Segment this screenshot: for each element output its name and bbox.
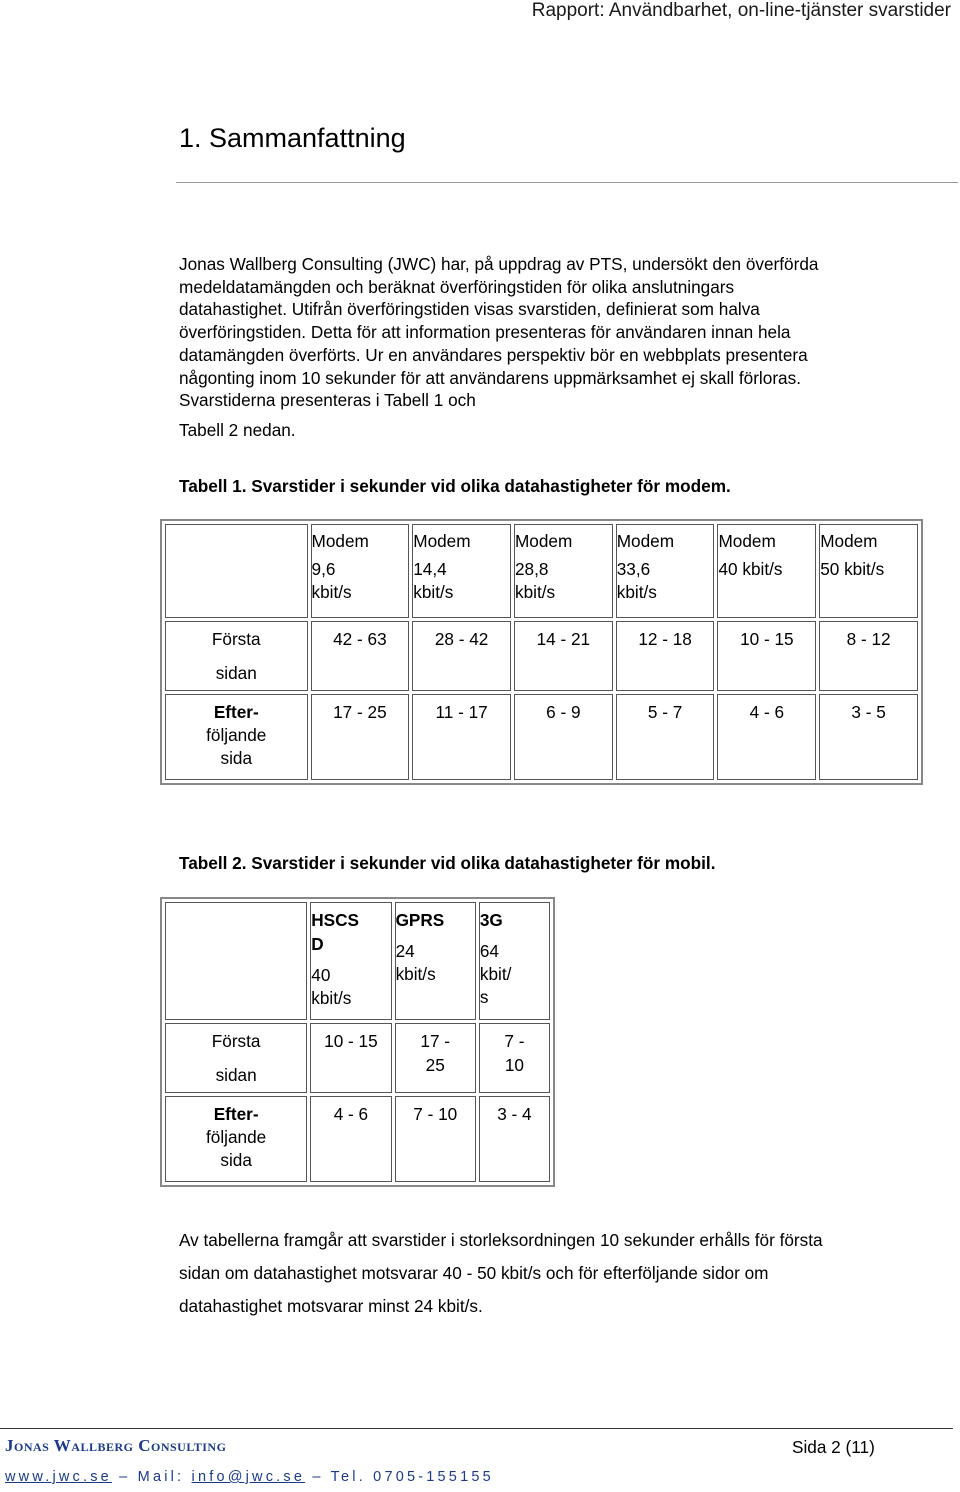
column-header: Modem 14,4 kbit/s <box>412 524 511 618</box>
intro-line: Svarstiderna presenteras i Tabell 1 och <box>179 390 476 411</box>
row-label: Första sidan <box>165 1023 307 1093</box>
table-cell: 42 - 63 <box>311 621 410 691</box>
mobile-table <box>160 897 555 1187</box>
table-cell: 17 - 25 <box>395 1023 476 1093</box>
intro-line: datamängden överförts. Ur en användares perspektiv bör en webbplats presentera <box>179 344 808 365</box>
table-header-row <box>165 902 550 1020</box>
table-cell: 4 - 6 <box>310 1096 391 1182</box>
modem-table <box>160 519 923 785</box>
table2-caption: Tabell 2. Svarstider i sekunder vid olika datahastigheter för mobil. <box>179 853 716 873</box>
table-row <box>165 1023 550 1093</box>
table-cell: 7 - 10 <box>395 1096 476 1182</box>
intro-line: datahastighet. Utifrån överföringstiden visas svarstiden, definierat som halva <box>179 299 760 320</box>
footer-rule <box>0 1428 953 1429</box>
intro-line: överföringstiden. Detta för att information presenteras för användaren innan hela <box>179 322 791 343</box>
table-row <box>165 694 918 780</box>
table-header-row <box>165 524 918 618</box>
table-cell: 4 - 6 <box>717 694 816 780</box>
table-cell: 3 - 4 <box>479 1096 550 1182</box>
table-row <box>165 1096 550 1182</box>
intro-tail: Tabell 2 nedan. <box>179 420 296 440</box>
table-cell: 11 - 17 <box>412 694 511 780</box>
table-cell: 5 - 7 <box>616 694 715 780</box>
table-cell: 6 - 9 <box>514 694 613 780</box>
website-link[interactable]: www.jwc.se <box>5 1469 112 1485</box>
phone-number: Tel. 0705-155155 <box>330 1469 494 1485</box>
conclusion-line: Av tabellerna framgår att svarstider i storleksordningen 10 sekunder erhålls för första <box>179 1230 823 1250</box>
column-header: Modem 40 kbit/s <box>717 524 816 618</box>
table-cell: 12 - 18 <box>616 621 715 691</box>
column-header: Modem 50 kbit/s <box>819 524 918 618</box>
company-logo-text: Jonas Wallberg Consulting <box>5 1436 227 1455</box>
intro-line: Jonas Wallberg Consulting (JWC) har, på uppdrag av PTS, undersökt den överförda <box>179 254 819 274</box>
table-cell: 17 - 25 <box>311 694 410 780</box>
table-cell: 10 - 15 <box>717 621 816 691</box>
table-cell: 10 - 15 <box>310 1023 391 1093</box>
intro-line: medeldatamängden och beräknat överföringstiden för olika anslutningars <box>179 276 735 297</box>
conclusion-line: datahastighet motsvarar minst 24 kbit/s. <box>179 1296 483 1316</box>
table-corner-cell <box>165 524 308 618</box>
column-header: 3G 64 kbit/ s <box>479 902 550 1020</box>
table-cell: 28 - 42 <box>412 621 511 691</box>
table-row <box>165 621 918 691</box>
report-header-title: Rapport: Användbarhet, on-line-tjänster svarstider <box>531 0 951 21</box>
column-header: Modem 28,8 kbit/s <box>514 524 613 618</box>
heading-rule <box>176 182 958 183</box>
column-header: Modem 9,6 kbit/s <box>311 524 410 618</box>
row-label: Första sidan <box>165 621 308 691</box>
table-cell: 7 - 10 <box>479 1023 550 1093</box>
row-label: Efter- följande sida <box>165 1096 307 1182</box>
footer-contact: www.jwc.se – Mail: info@jwc.se – Tel. 0705-155155 <box>5 1469 494 1485</box>
row-label: Efter- följande sida <box>165 694 308 780</box>
page-number: Sida 2 (11) <box>792 1437 875 1457</box>
table-cell: 3 - 5 <box>819 694 918 780</box>
column-header: HSCS D 40 kbit/s <box>310 902 391 1020</box>
conclusion-paragraph <box>179 1224 919 1323</box>
intro-line: någonting inom 10 sekunder för att användarens uppmärksamhet ej skall förloras. <box>179 367 801 388</box>
email-link[interactable]: info@jwc.se <box>191 1469 306 1485</box>
intro-paragraph <box>179 253 919 412</box>
table-cell: 8 - 12 <box>819 621 918 691</box>
section-heading: 1. Sammanfattning <box>179 123 406 153</box>
column-header: GPRS 24 kbit/s <box>395 902 476 1020</box>
column-header: Modem 33,6 kbit/s <box>616 524 715 618</box>
table1-caption: Tabell 1. Svarstider i sekunder vid olika datahastigheter för modem. <box>179 476 731 496</box>
table-cell: 14 - 21 <box>514 621 613 691</box>
table-corner-cell <box>165 902 307 1020</box>
conclusion-line: sidan om datahastighet motsvarar 40 - 50 kbit/s och för efterföljande sidor om <box>179 1263 769 1283</box>
